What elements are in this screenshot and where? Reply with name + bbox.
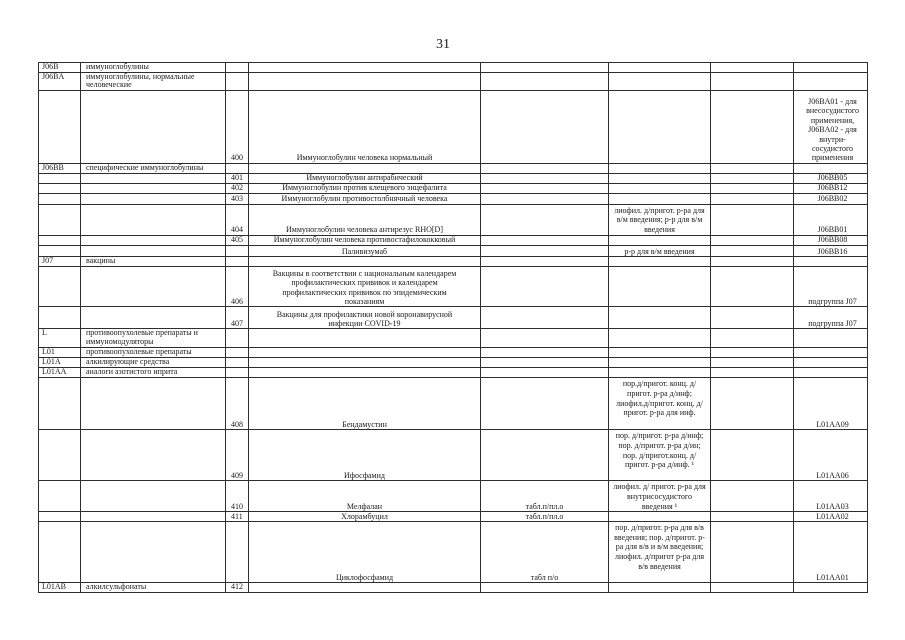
table-row xyxy=(39,512,868,522)
empty-cell xyxy=(481,173,609,183)
empty-cell xyxy=(226,63,249,73)
empty-cell xyxy=(711,204,794,235)
table-row xyxy=(39,378,868,430)
empty-cell xyxy=(39,378,81,430)
drug-name: Иммуноглобулин человека нормальный xyxy=(249,90,481,163)
item-number: 410 xyxy=(226,481,249,512)
atc-code: L01AA03 xyxy=(794,481,868,512)
empty-cell xyxy=(794,163,868,173)
tablet-form: табл.п/пл.о xyxy=(481,512,609,522)
empty-cell xyxy=(609,163,711,173)
empty-cell xyxy=(249,63,481,73)
empty-cell xyxy=(711,430,794,481)
table-row xyxy=(39,583,868,593)
empty-cell xyxy=(81,430,226,481)
empty-cell xyxy=(226,348,249,358)
item-number: 409 xyxy=(226,430,249,481)
atc-group-code: L01AA xyxy=(39,368,81,378)
atc-group-code: L01 xyxy=(39,348,81,358)
drug-name: Вакцины для профилактики новой коронавирусной инфекции COVID-19 xyxy=(249,307,481,329)
atc-group-name: противоопухолевые препараты и иммуномодуляторы xyxy=(81,329,226,348)
empty-cell xyxy=(481,257,609,267)
atc-code: L01AA06 xyxy=(794,430,868,481)
empty-cell xyxy=(711,63,794,73)
atc-group-name: иммуноглобулины xyxy=(81,63,226,73)
empty-cell xyxy=(39,522,81,583)
empty-cell xyxy=(226,245,249,257)
empty-cell xyxy=(226,522,249,583)
empty-cell xyxy=(39,173,81,183)
atc-group-name: вакцины xyxy=(81,257,226,267)
drug-name: Бендамустин xyxy=(249,378,481,430)
empty-cell xyxy=(711,163,794,173)
atc-group-name: алкилирующие средства xyxy=(81,358,226,368)
drug-name: Иммуноглобулин против клещевого энцефалита xyxy=(249,183,481,193)
empty-cell xyxy=(39,307,81,329)
tablet-form: табл.п/пл.о xyxy=(481,481,609,512)
table-row xyxy=(39,358,868,368)
empty-cell xyxy=(39,193,81,204)
empty-cell xyxy=(481,378,609,430)
empty-cell xyxy=(794,358,868,368)
empty-cell xyxy=(711,368,794,378)
empty-cell xyxy=(249,72,481,90)
empty-cell xyxy=(81,183,226,193)
empty-cell xyxy=(481,163,609,173)
item-number: 405 xyxy=(226,235,249,245)
drug-name: Иммуноглобулин человека противостафилококковый xyxy=(249,235,481,245)
empty-cell xyxy=(609,173,711,183)
empty-cell xyxy=(481,245,609,257)
item-number: 400 xyxy=(226,90,249,163)
item-number: 408 xyxy=(226,378,249,430)
empty-cell xyxy=(81,245,226,257)
empty-cell xyxy=(609,257,711,267)
empty-cell xyxy=(39,90,81,163)
empty-cell xyxy=(81,173,226,183)
empty-cell xyxy=(609,183,711,193)
atc-group-code: J06B xyxy=(39,63,81,73)
empty-cell xyxy=(794,329,868,348)
item-number: 411 xyxy=(226,512,249,522)
atc-code: J06BA01 - для внесосудистого применения, J06BA02 - для внутри-сосудистого применения xyxy=(794,90,868,163)
empty-cell xyxy=(481,267,609,307)
dosage-form: лиофил. д/ пригот. р-ра для внутрисосудистого введения ¹ xyxy=(609,481,711,512)
page-number: 31 xyxy=(436,37,450,52)
item-number: 401 xyxy=(226,173,249,183)
atc-code: J06BB08 xyxy=(794,235,868,245)
atc-group-name: иммуноглобулины, нормальные человеческие xyxy=(81,72,226,90)
empty-cell xyxy=(249,368,481,378)
atc-group-name: алкилсульфонаты xyxy=(81,583,226,593)
table-row xyxy=(39,257,868,267)
atc-group-code: J07 xyxy=(39,257,81,267)
empty-cell xyxy=(609,235,711,245)
empty-cell xyxy=(481,72,609,90)
empty-cell xyxy=(711,481,794,512)
empty-cell xyxy=(249,348,481,358)
atc-code: подгруппа J07 xyxy=(794,267,868,307)
empty-cell xyxy=(39,512,81,522)
drug-name: Иммуноглобулин антирабический xyxy=(249,173,481,183)
drug-name: Хлорамбуцил xyxy=(249,512,481,522)
drug-name: Мелфалан xyxy=(249,481,481,512)
empty-cell xyxy=(481,90,609,163)
empty-cell xyxy=(711,329,794,348)
table-row xyxy=(39,348,868,358)
empty-cell xyxy=(226,329,249,348)
empty-cell xyxy=(711,257,794,267)
empty-cell xyxy=(711,90,794,163)
empty-cell xyxy=(711,358,794,368)
empty-cell xyxy=(226,72,249,90)
empty-cell xyxy=(39,481,81,512)
empty-cell xyxy=(81,307,226,329)
empty-cell xyxy=(609,63,711,73)
empty-cell xyxy=(711,307,794,329)
empty-cell xyxy=(39,235,81,245)
empty-cell xyxy=(249,583,481,593)
empty-cell xyxy=(711,267,794,307)
empty-cell xyxy=(481,583,609,593)
table-row xyxy=(39,63,868,73)
empty-cell xyxy=(711,193,794,204)
item-number: 403 xyxy=(226,193,249,204)
empty-cell xyxy=(226,358,249,368)
table-row xyxy=(39,368,868,378)
empty-cell xyxy=(609,583,711,593)
item-number: 404 xyxy=(226,204,249,235)
table-row xyxy=(39,90,868,163)
empty-cell xyxy=(81,235,226,245)
table-row xyxy=(39,307,868,329)
empty-cell xyxy=(609,307,711,329)
atc-code: J06BB12 xyxy=(794,183,868,193)
atc-code: J06BB16 xyxy=(794,245,868,257)
empty-cell xyxy=(481,235,609,245)
table-row xyxy=(39,173,868,183)
empty-cell xyxy=(794,72,868,90)
atc-code: L01AA09 xyxy=(794,378,868,430)
empty-cell xyxy=(39,430,81,481)
drug-name: Вакцины в соответствии с национальным календарем профилактических прививок и календарем профилактических прививок по эпидемическим показаниям xyxy=(249,267,481,307)
empty-cell xyxy=(609,72,711,90)
empty-cell xyxy=(481,348,609,358)
empty-cell xyxy=(226,368,249,378)
tablet-form: табл п/о xyxy=(481,522,609,583)
atc-code: J06BB01 xyxy=(794,204,868,235)
empty-cell xyxy=(711,173,794,183)
empty-cell xyxy=(609,368,711,378)
empty-cell xyxy=(81,512,226,522)
drug-name: Ифосфамид xyxy=(249,430,481,481)
atc-code: подгруппа J07 xyxy=(794,307,868,329)
item-number: 406 xyxy=(226,267,249,307)
atc-group-code: L01A xyxy=(39,358,81,368)
atc-group-name: аналоги азотистого иприта xyxy=(81,368,226,378)
empty-cell xyxy=(609,512,711,522)
empty-cell xyxy=(609,348,711,358)
empty-cell xyxy=(609,193,711,204)
drug-list-table xyxy=(38,62,868,593)
drug-name: Иммуноглобулин противостолбнячный человека xyxy=(249,193,481,204)
table-row xyxy=(39,522,868,583)
empty-cell xyxy=(481,183,609,193)
empty-cell xyxy=(711,378,794,430)
atc-group-code: L01AB xyxy=(39,583,81,593)
dosage-form: р-р для в/м введения xyxy=(609,245,711,257)
atc-code: J06BB02 xyxy=(794,193,868,204)
atc-group-code: L xyxy=(39,329,81,348)
empty-cell xyxy=(481,358,609,368)
empty-cell xyxy=(794,257,868,267)
empty-cell xyxy=(794,348,868,358)
atc-group-code: J06BB xyxy=(39,163,81,173)
table-row xyxy=(39,481,868,512)
empty-cell xyxy=(481,329,609,348)
drug-name: Иммуноглобулин человека антирезус RHO[D] xyxy=(249,204,481,235)
item-number: 412 xyxy=(226,583,249,593)
table-row xyxy=(39,245,868,257)
atc-code: L01AA02 xyxy=(794,512,868,522)
empty-cell xyxy=(226,257,249,267)
table-row xyxy=(39,163,868,173)
empty-cell xyxy=(81,522,226,583)
empty-cell xyxy=(794,583,868,593)
dosage-form: пор. д/пригот. р-ра для в/в введения; пор. д/пригот. р-ра для в/в и в/м введения; лиофил. д/пригот р-ра для в/в введения xyxy=(609,522,711,583)
empty-cell xyxy=(39,204,81,235)
empty-cell xyxy=(711,72,794,90)
empty-cell xyxy=(481,430,609,481)
empty-cell xyxy=(481,368,609,378)
empty-cell xyxy=(481,63,609,73)
empty-cell xyxy=(481,204,609,235)
empty-cell xyxy=(794,368,868,378)
item-number: 407 xyxy=(226,307,249,329)
atc-group-code: J06BA xyxy=(39,72,81,90)
atc-code: J06BB05 xyxy=(794,173,868,183)
empty-cell xyxy=(81,90,226,163)
table-row xyxy=(39,235,868,245)
table-row xyxy=(39,193,868,204)
empty-cell xyxy=(81,378,226,430)
atc-group-name: противоопухолевые препараты xyxy=(81,348,226,358)
empty-cell xyxy=(711,512,794,522)
empty-cell xyxy=(39,267,81,307)
empty-cell xyxy=(81,204,226,235)
empty-cell xyxy=(794,63,868,73)
empty-cell xyxy=(711,245,794,257)
empty-cell xyxy=(609,90,711,163)
empty-cell xyxy=(481,307,609,329)
table-row xyxy=(39,329,868,348)
empty-cell xyxy=(711,235,794,245)
table-row xyxy=(39,204,868,235)
empty-cell xyxy=(249,358,481,368)
empty-cell xyxy=(226,163,249,173)
atc-group-name: специфические иммуноглобулины xyxy=(81,163,226,173)
empty-cell xyxy=(609,358,711,368)
table-row xyxy=(39,183,868,193)
dosage-form: лиофил. д/пригот. р-ра для в/м введения; р-р для в/м введения xyxy=(609,204,711,235)
empty-cell xyxy=(481,193,609,204)
drug-name: Циклофосфамид xyxy=(249,522,481,583)
empty-cell xyxy=(711,183,794,193)
table-row xyxy=(39,430,868,481)
empty-cell xyxy=(249,257,481,267)
table-row xyxy=(39,267,868,307)
table-row xyxy=(39,72,868,90)
empty-cell xyxy=(81,481,226,512)
empty-cell xyxy=(711,522,794,583)
dosage-form: пор. д/пригот. р-ра д/инф; пор. д/пригот. р-ра д/ин; пор. д/пригот.конц. д/пригот. р-ра д/инф. ¹ xyxy=(609,430,711,481)
empty-cell xyxy=(609,329,711,348)
empty-cell xyxy=(39,245,81,257)
empty-cell xyxy=(249,163,481,173)
empty-cell xyxy=(711,348,794,358)
dosage-form: пор.д/пригот. конц. д/пригот. р-ра д/инф; лиофил.д/пригот. конц. д/пригот. р-ра для инф. xyxy=(609,378,711,430)
empty-cell xyxy=(609,267,711,307)
empty-cell xyxy=(39,183,81,193)
item-number: 402 xyxy=(226,183,249,193)
empty-cell xyxy=(81,193,226,204)
atc-code: L01AA01 xyxy=(794,522,868,583)
empty-cell xyxy=(249,329,481,348)
empty-cell xyxy=(711,583,794,593)
empty-cell xyxy=(81,267,226,307)
drug-name: Паливизумаб xyxy=(249,245,481,257)
